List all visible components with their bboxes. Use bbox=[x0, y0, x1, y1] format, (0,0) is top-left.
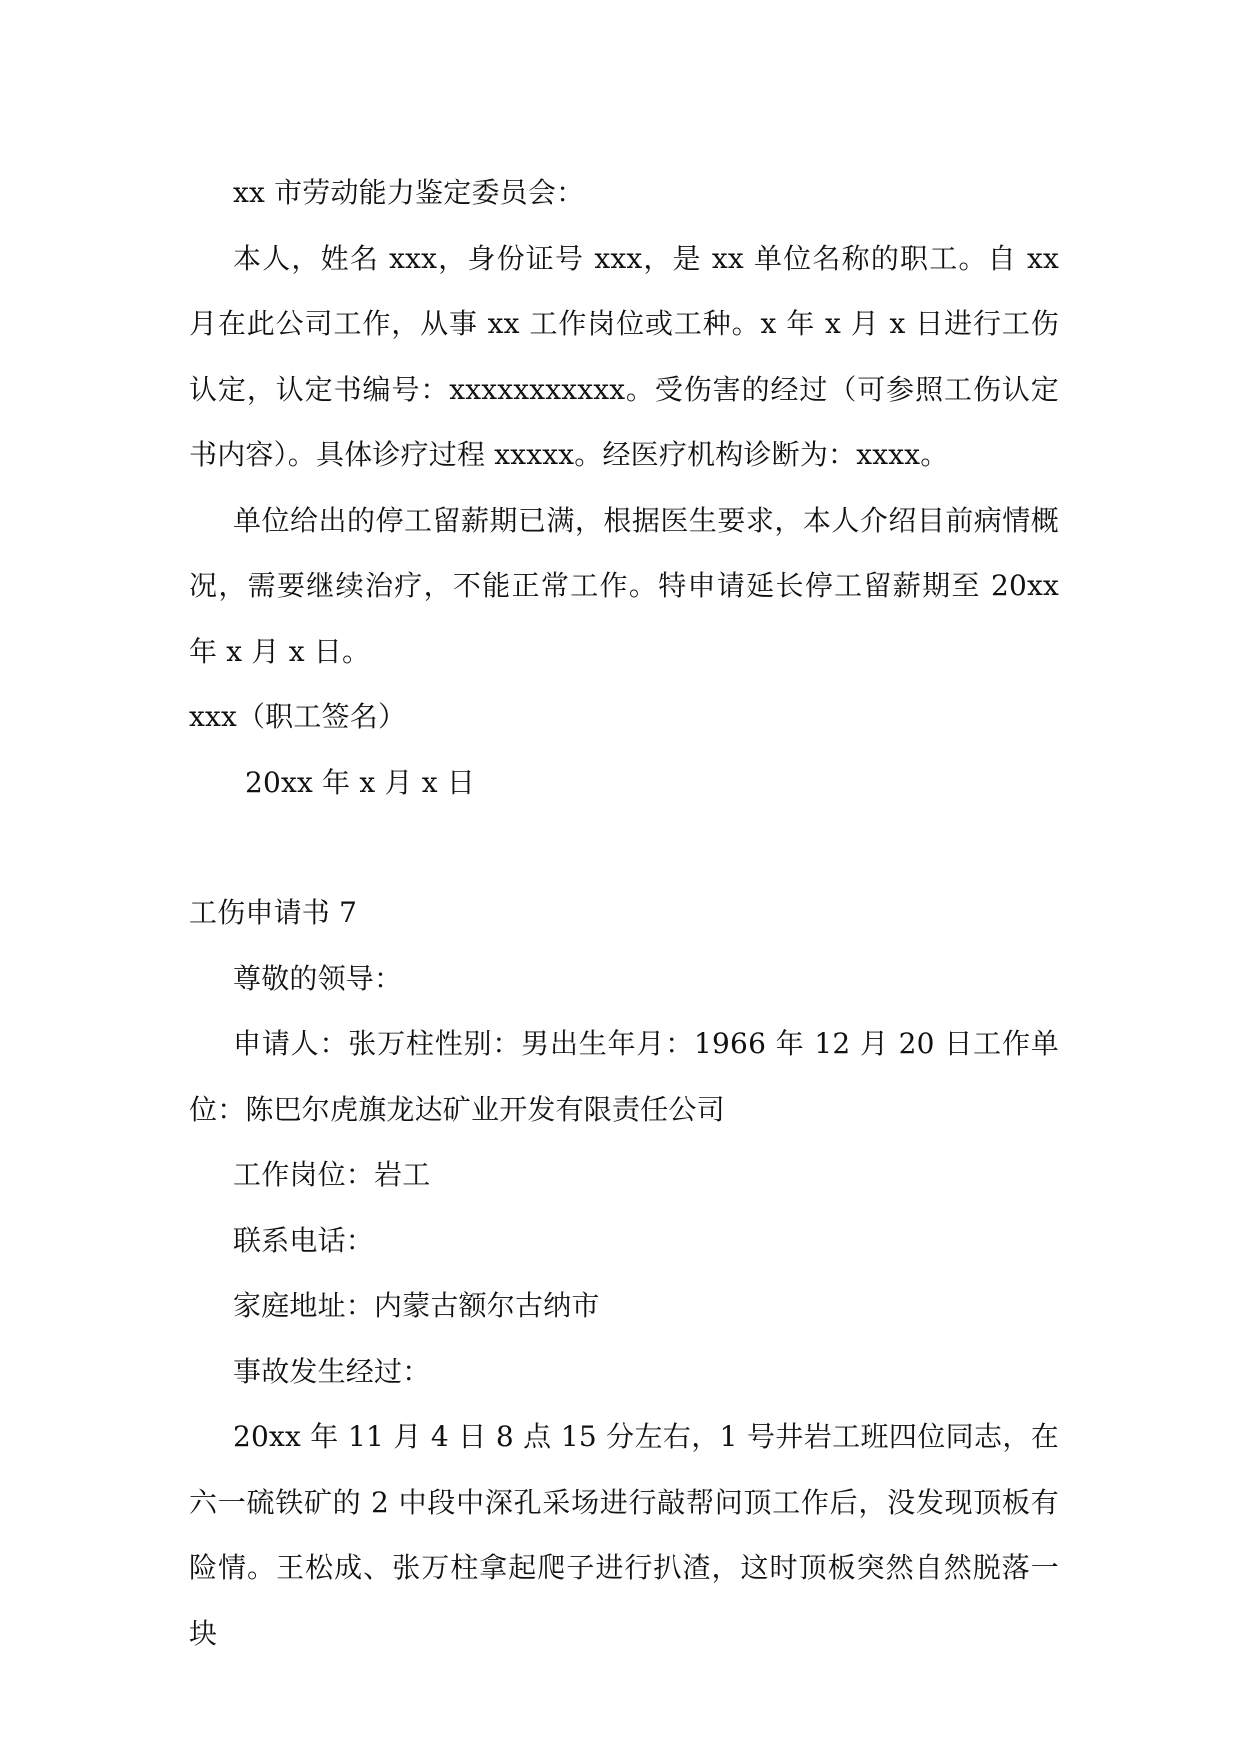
section-gap bbox=[189, 815, 1059, 880]
accident-heading-line: 事故发生经过： bbox=[233, 1354, 431, 1388]
home-address-line: 家庭地址：内蒙古额尔古纳市 bbox=[233, 1289, 600, 1322]
salutation-line: 尊敬的领导： bbox=[233, 961, 403, 995]
signature-date: 20xx 年 x 月 x 日 bbox=[245, 765, 476, 799]
job-position-line: 工作岗位：岩工 bbox=[233, 1158, 431, 1191]
extension-request-paragraph: 单位给出的停工留薪期已满，根据医生要求，本人介绍目前病情概况，需要继续治疗，不能正常工作。特申请延长停工留薪期至 20xx 年 x 月 x 日。 bbox=[189, 503, 1059, 668]
addressee-line: xx 市劳动能力鉴定委员会： bbox=[233, 176, 585, 209]
document-body bbox=[189, 160, 1059, 1666]
accident-description-paragraph: 20xx 年 11 月 4 日 8 点 15 分左右，1 号井岩工班四位同志，在六一硫铁矿的 2 中段中深孔采场进行敲帮问顶工作后，没发现顶板有险情。王松成、张万柱拿起爬子进行扒渣，这时顶板突然自然脱落一块 bbox=[189, 1420, 1059, 1650]
employee-signature: xxx（职工签名） bbox=[189, 700, 407, 733]
section-title: 工伤申请书 7 bbox=[189, 896, 358, 929]
injury-details-paragraph: 本人，姓名 xxx，身份证号 xxx，是 xx 单位名称的职工。自 xx 月在此公司工作，从事 xx 工作岗位或工种。x 年 x 月 x 日进行工伤认定，认定书编号：xxxxxxxxxxx。受伤害的经过（可参照工伤认定书内容）。具体诊疗过程 xxxxx。经医疗机构诊断为：xxxx。 bbox=[189, 241, 1059, 471]
applicant-info-paragraph: 申请人：张万柱性别：男出生年月：1966 年 12 月 20 日工作单位：陈巴尔虎旗龙达矿业开发有限责任公司 bbox=[189, 1027, 1059, 1126]
phone-line: 联系电话： bbox=[233, 1223, 375, 1257]
